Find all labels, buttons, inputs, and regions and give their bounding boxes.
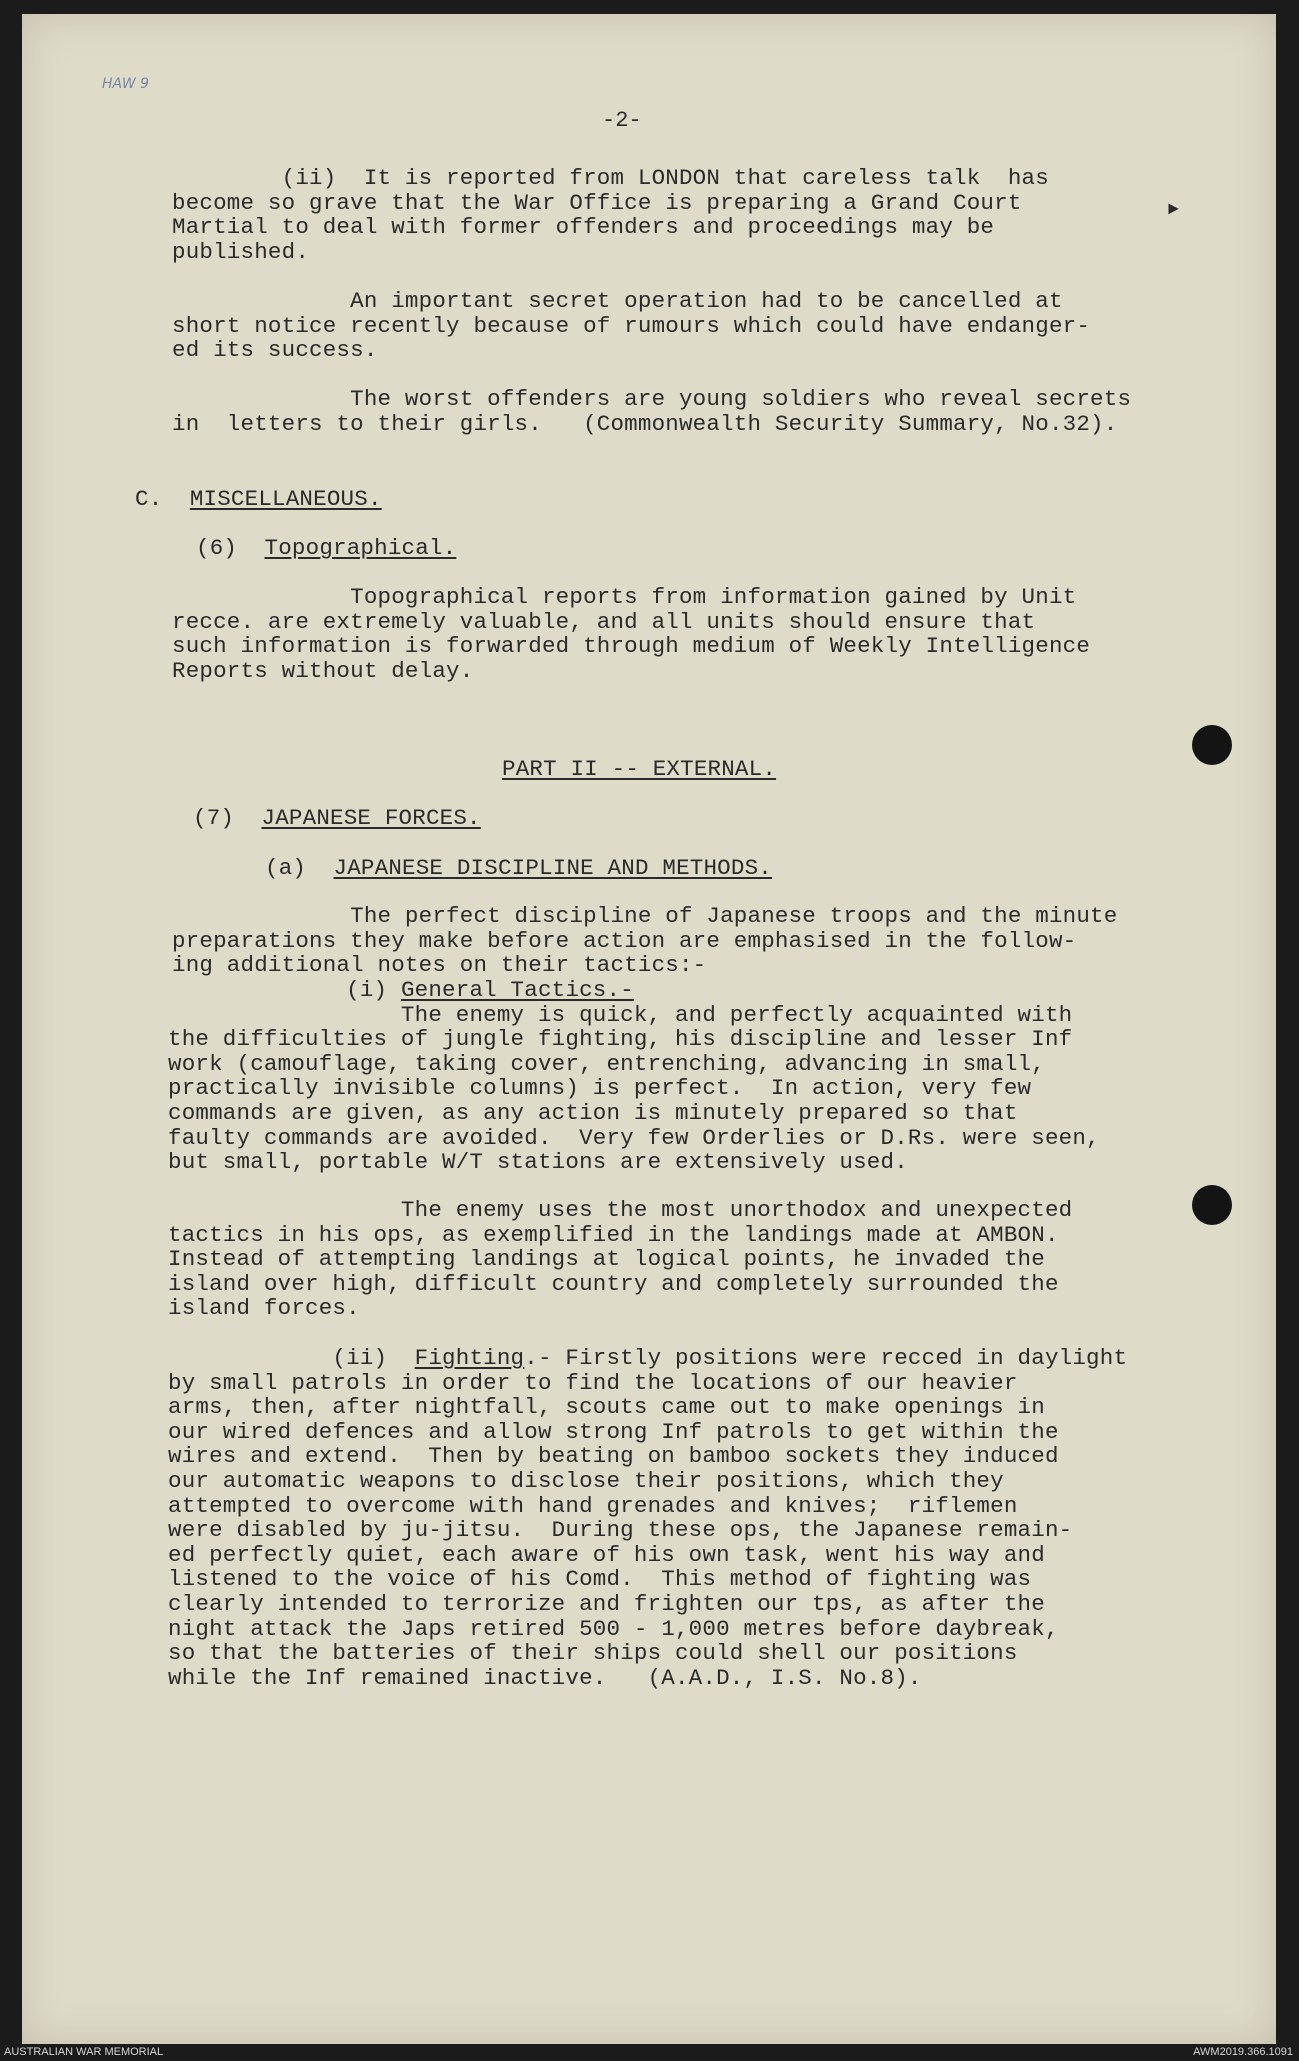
discipline-paragraph: The perfect discipline of Japanese troops and the minute preparations they make before action are emphasised in the follow- ing additional notes on their tactics:- [172, 903, 1118, 979]
page-number: -2- [602, 108, 642, 133]
footer-credit: AUSTRALIAN WAR MEMORIAL [4, 2046, 164, 2058]
section-c-heading: C. MISCELLANEOUS. [135, 486, 382, 512]
secret-operation-paragraph: An important secret operation had to be cancelled at short notice recently because of rumours which could have endanger- ed its success. [172, 288, 1091, 364]
offenders-paragraph: The worst offenders are young soldiers who reveal secrets in letters to their girls. (Commonwealth Security Summary, No.32). [172, 386, 1132, 437]
item-7-heading: (7) JAPANESE FORCES. [193, 805, 481, 831]
footer-accession-number: AWM2019.366.1091 [1193, 2046, 1293, 2058]
part-ii-heading: PART II -- EXTERNAL. [502, 756, 777, 782]
margin-tick-mark: ► [1168, 200, 1179, 220]
item-7a-heading: (a) JAPANESE DISCIPLINE AND METHODS. [265, 855, 772, 881]
careless-talk-paragraph: (ii) It is reported from LONDON that careless talk has become so grave that the War Office is preparing a Grand Court Martial to deal with former offenders and proceedings may be published. [172, 165, 1049, 265]
ambon-paragraph: The enemy uses the most unorthodox and unexpected tactics in his ops, as exemplified in the landings made at AMBON. Instead of attempting landings at logical points, he invaded the island over high, difficult country and completely surrounded the island forces. [168, 1197, 1073, 1322]
item-6-heading: (6) Topographical. [196, 535, 457, 561]
pencil-annotation: HAW 9 [102, 76, 150, 92]
fighting-paragraph: (ii) Fighting.- Firstly positions were recced in daylight by small patrols in order to find the locations of our heavier arms, then, after nightfall, scouts came out to make openings in our wired defences and allow strong Inf patrols to get within the wires and extend. Then by beating on bamboo sockets they induced our automatic weapons to disclose their positions, which they attempted to overcome with hand grenades and knives; riflemen were disabled by ju-jitsu. During these ops, the Japanese remain- ed perfectly quiet, each aware of his own task, went his way and listened to the voice of his Comd. This method of fighting was clearly intended to terrorize and frighten our tps, as after the night attack the Japs retired 500 - 1,000 metres before daybreak, so that the batteries of their ships could shell our positions while the Inf remained inactive. (A.A.D., I.S. No.8). [168, 1345, 1128, 1691]
general-tactics-paragraph: (i) General Tactics.- The enemy is quick, and perfectly acquainted with the difficulties of jungle fighting, his discipline and lesser Inf work (camouflage, taking cover, entrenching, advancing in small, practically invisible columns) is perfect. In action, very few commands are given, as any action is minutely prepared so that faulty commands are avoided. Very few Orderlies or D.Rs. were seen, but small, portable W/T stations are extensively used. [168, 977, 1100, 1176]
topographical-paragraph: Topographical reports from information gained by Unit recce. are extremely valuable, and all units should ensure that such information is forwarded through medium of Weekly Intelligence Reports without delay. [172, 584, 1091, 684]
